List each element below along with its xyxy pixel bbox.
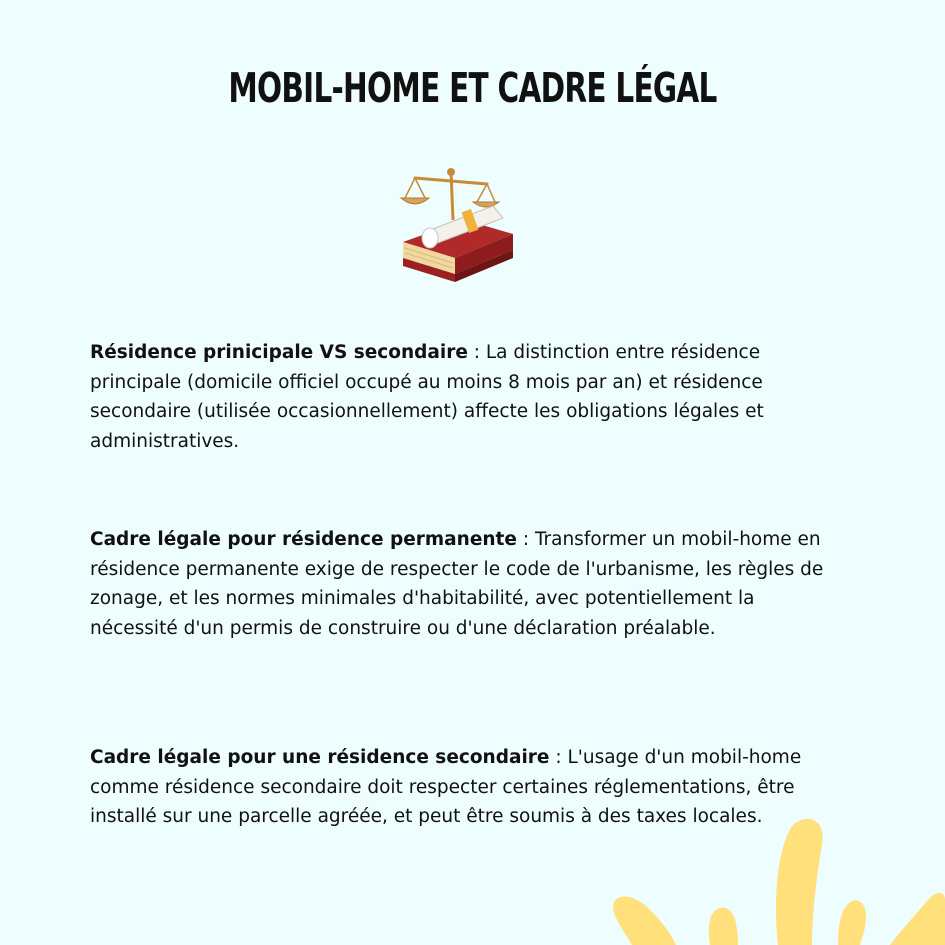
- section-text: L'usage d'un mobil-home comme résidence secondaire doit respecter certaines réglementations, être installé sur une parcelle agréée, et peut être soumis à des taxes locales.: [90, 747, 802, 827]
- section-text: La distinction entre résidence principale (domicile officiel occupé au moins 8 mois par an) et résidence secondaire (utilisée occasionnellement) affecte les obligations légales et administratives.: [90, 342, 764, 452]
- section-separator: :: [516, 529, 535, 550]
- section-residence-principale-vs-secondaire: [90, 338, 830, 456]
- section-separator: :: [549, 747, 568, 768]
- section-label: Cadre légale pour résidence permanente: [90, 529, 517, 550]
- sun-rays-icon: [590, 800, 945, 945]
- section-text: Transformer un mobil-home en résidence permanente exige de respecter le code de l'urbanisme, les règles de zonage, et les normes minimales d'habitabilité, avec potentiellement la nécessité d'un permis de construire ou d'une déclaration préalable.: [90, 529, 824, 639]
- section-label: Cadre légale pour une résidence secondaire: [90, 747, 550, 768]
- scales-of-justice-on-books-icon: [395, 158, 525, 290]
- section-label: Résidence prinicipale VS secondaire: [90, 342, 468, 363]
- page-title: MOBIL-HOME ET CADRE LÉGAL: [228, 64, 717, 112]
- section-cadre-residence-permanente: [90, 525, 830, 643]
- section-separator: :: [467, 342, 486, 363]
